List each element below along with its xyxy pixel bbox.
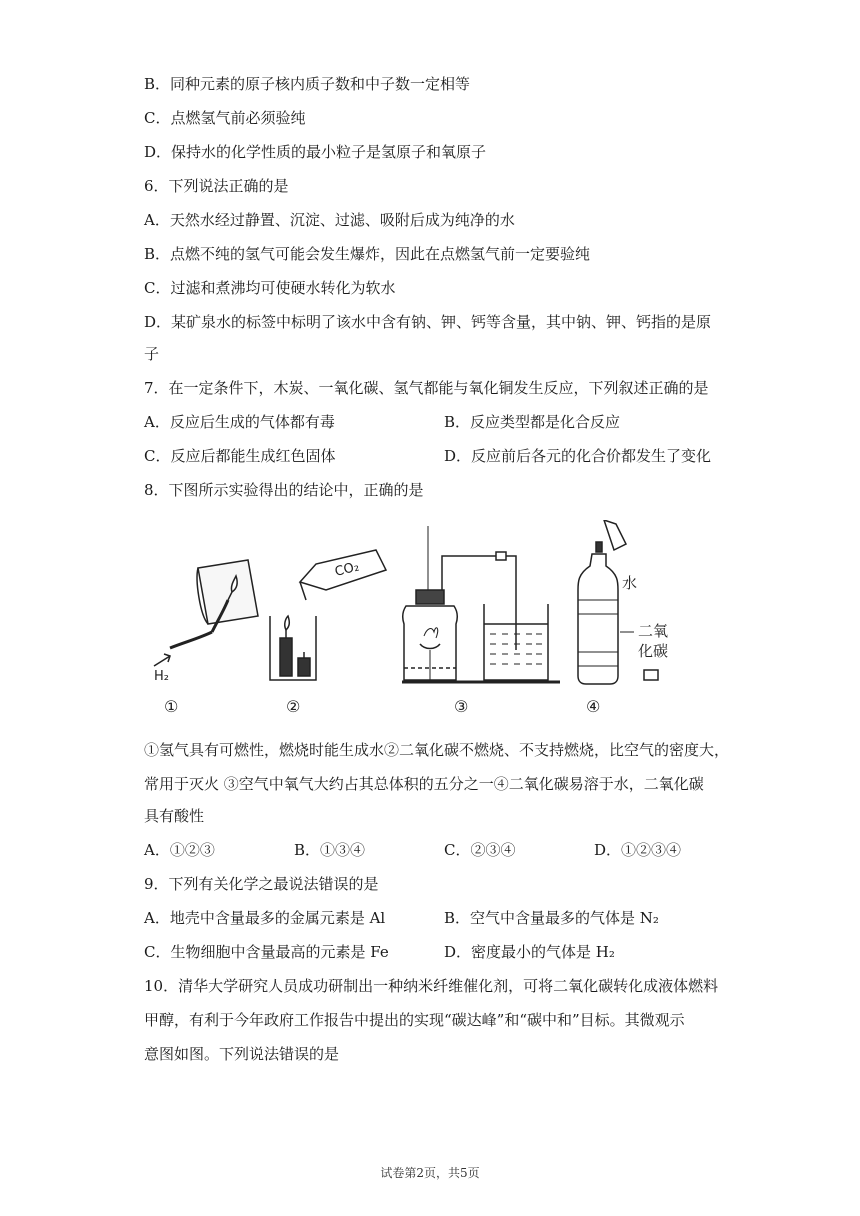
q6-option-a: A．天然水经过静置、沉淀、过滤、吸附后成为纯净的水 bbox=[144, 211, 515, 229]
q8-option-d: D．①②③④ bbox=[594, 841, 682, 859]
q5-option-c: C．点燃氢气前必须验纯 bbox=[144, 109, 306, 127]
q6-option-d: D．某矿泉水的标签中标明了该水中含有钠、钾、钙等含量，其中钠、钾、钙指的是原 bbox=[144, 313, 712, 331]
figure-number-2: ② bbox=[286, 697, 301, 716]
q8-statement-2: 常用于灭火 ③空气中氧气大约占其总体积的五分之一④二氧化碳易溶于水，二氧化碳 bbox=[144, 775, 704, 793]
q7-option-d: D．反应前后各元的化合价都发生了变化 bbox=[444, 447, 712, 465]
figure-number-1: ① bbox=[164, 697, 179, 716]
q8-option-c: C．②③④ bbox=[444, 841, 516, 859]
q7-option-a: A．反应后生成的气体都有毒 bbox=[144, 413, 335, 431]
label-co2-bottle-1: 二氧 bbox=[638, 622, 669, 640]
q8-stem: 8．下图所示实验得出的结论中，正确的是 bbox=[144, 481, 424, 499]
experiment-figure bbox=[140, 520, 720, 720]
q5-option-d: D．保持水的化学性质的最小粒子是氢原子和氧原子 bbox=[144, 143, 487, 161]
page-footer: 试卷第2页，共5页 bbox=[380, 1166, 480, 1180]
q9-option-d: D．密度最小的气体是 H₂ bbox=[444, 943, 615, 961]
q7-option-c: C．反应后都能生成红色固体 bbox=[144, 447, 336, 465]
q6-stem: 6．下列说法正确的是 bbox=[144, 177, 289, 195]
q9-option-b: B．空气中含量最多的气体是 N₂ bbox=[444, 909, 659, 927]
q8-statement-1: ①氢气具有可燃性，燃烧时能生成水②二氧化碳不燃烧、不支持燃烧，比空气的密度大， bbox=[144, 741, 730, 759]
figure-number-3: ③ bbox=[454, 697, 469, 716]
q6-option-c: C．过滤和煮沸均可使硬水转化为软水 bbox=[144, 279, 396, 297]
q9-option-c: C．生物细胞中含量最高的元素是 Fe bbox=[144, 943, 389, 961]
q6-option-b: B．点燃不纯的氢气可能会发生爆炸，因此在点燃氢气前一定要验纯 bbox=[144, 245, 591, 263]
experiment-1-hydrogen-beaker bbox=[154, 560, 258, 666]
label-water: 水 bbox=[622, 574, 638, 592]
q9-stem: 9．下列有关化学之最说法错误的是 bbox=[144, 875, 379, 893]
label-h2: H₂ bbox=[154, 669, 169, 684]
q8-statement-3: 具有酸性 bbox=[144, 807, 205, 825]
experiment-3-oxygen-apparatus bbox=[402, 526, 560, 682]
q7-stem: 7．在一定条件下，木炭、一氧化碳、氢气都能与氧化铜发生反应，下列叙述正确的是 bbox=[144, 379, 709, 397]
q10-text-2: 甲醇，有利于今年政府工作报告中提出的实现“碳达峰”和“碳中和”目标。其微观示 bbox=[144, 1011, 685, 1029]
q8-option-a: A．①②③ bbox=[144, 841, 215, 859]
q10-text-1: 10．清华大学研究人员成功研制出一种纳米纤维催化剂，可将二氧化碳转化成液体燃料 bbox=[144, 977, 719, 995]
experiment-2-co2-candles bbox=[270, 550, 386, 680]
q6-option-d-cont: 子 bbox=[144, 345, 160, 363]
q7-option-b: B．反应类型都是化合反应 bbox=[444, 413, 621, 431]
q9-option-a: A．地壳中含量最多的金属元素是 Al bbox=[144, 909, 386, 927]
q5-option-b: B．同种元素的原子核内质子数和中子数一定相等 bbox=[144, 75, 471, 93]
label-co2-bottle-2: 化碳 bbox=[638, 642, 669, 660]
q10-text-3: 意图如图。下列说法错误的是 bbox=[144, 1045, 340, 1063]
figure-number-4: ④ bbox=[586, 697, 601, 716]
label-co2: CO₂ bbox=[333, 559, 361, 580]
q8-option-b: B．①③④ bbox=[294, 841, 366, 859]
